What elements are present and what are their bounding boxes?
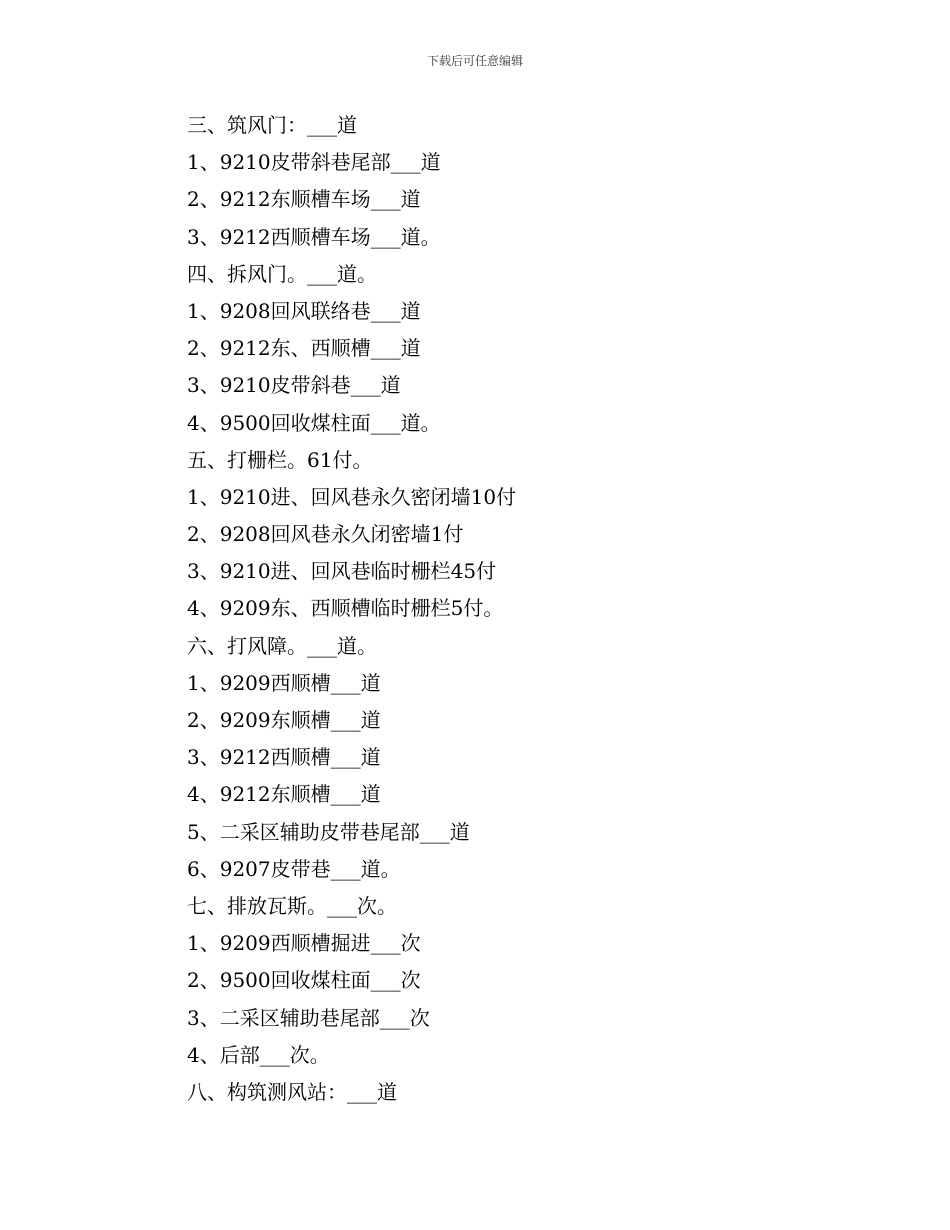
list-item: 2、9212东顺槽车场___道 <box>187 187 421 212</box>
list-item: 1、9210进、回风巷永久密闭墙10付 <box>187 484 517 509</box>
list-item: 2、9208回风巷永久闭密墙1付 <box>187 522 464 547</box>
list-item: 3、9212西顺槽___道 <box>187 745 381 770</box>
section-heading: 五、打栅栏。61付。 <box>187 447 373 472</box>
list-item: 1、9209西顺槽掘进___次 <box>187 931 421 956</box>
section-heading: 六、打风障。___道。 <box>187 633 377 658</box>
section-heading: 三、筑风门：___道 <box>187 113 357 137</box>
list-item: 4、9209东、西顺槽临时栅栏5付。 <box>187 596 504 621</box>
list-item: 4、9212东顺槽___道 <box>187 782 381 807</box>
section-heading: 四、拆风门。___道。 <box>187 261 377 286</box>
list-item: 3、9210皮带斜巷___道 <box>187 373 401 398</box>
list-item: 5、二采区辅助皮带巷尾部___道 <box>187 819 470 844</box>
list-item: 2、9209东顺槽___道 <box>187 708 381 732</box>
list-item: 2、9212东、西顺槽___道 <box>187 336 421 361</box>
list-item: 3、9212西顺槽车场___道。 <box>187 224 441 249</box>
list-item: 4、9500回收煤柱面___道。 <box>187 410 441 435</box>
page-header: 下载后可任意编辑 <box>426 54 523 68</box>
document-body <box>187 107 867 1111</box>
list-item: 2、9500回收煤柱面___次 <box>187 968 421 993</box>
list-item: 3、9210进、回风巷临时栅栏45付 <box>187 559 497 584</box>
list-item: 1、9210皮带斜巷尾部___道 <box>187 150 441 175</box>
list-item: 1、9208回风联络巷___道 <box>187 298 421 323</box>
section-heading: 八、构筑测风站：___道 <box>187 1079 397 1104</box>
section-heading: 七、排放瓦斯。___次。 <box>187 893 397 918</box>
list-item: 4、后部___次。 <box>187 1042 330 1067</box>
list-item: 3、二采区辅助巷尾部___次 <box>187 1005 430 1030</box>
list-item: 1、9209西顺槽___道 <box>187 670 381 695</box>
list-item: 6、9207皮带巷___道。 <box>187 856 401 881</box>
